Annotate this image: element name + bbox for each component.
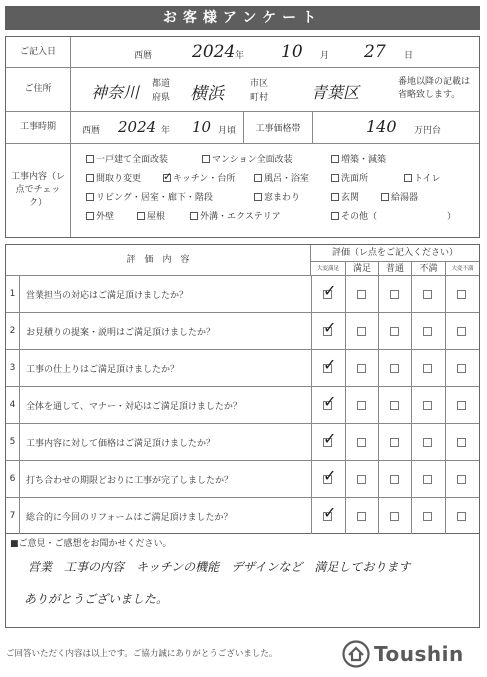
rating-checkbox[interactable] [423, 327, 432, 336]
content-option[interactable] [331, 171, 368, 184]
content-option[interactable] [331, 152, 386, 165]
footer-thanks: ご回答いただく内容は以上です。ご協力誠にありがとうございました。 [6, 649, 278, 659]
question-row [6, 460, 479, 497]
content-option[interactable] [331, 190, 359, 203]
rating-cell[interactable] [311, 350, 344, 386]
ward-value[interactable]: 青葉区 [311, 83, 360, 102]
rating-cell[interactable] [378, 387, 411, 423]
rating-checkbox[interactable] [457, 364, 466, 373]
pref-unit-2: 府県 [152, 93, 171, 103]
rating-checkbox[interactable] [423, 512, 432, 521]
question-number: 1 [6, 276, 20, 312]
period-year-unit: 年 [161, 126, 171, 136]
rating-checkbox[interactable] [390, 327, 399, 336]
city-value[interactable]: 横浜 [190, 84, 224, 104]
content-option-label: マンション全面改装 [212, 155, 293, 165]
rating-cell[interactable] [378, 313, 411, 349]
price-unit: 万円台 [414, 126, 442, 136]
date-era: 西暦 [134, 51, 153, 61]
content-option[interactable] [404, 171, 441, 184]
rating-checkbox[interactable] [390, 290, 399, 299]
logo-text: Toushin [374, 642, 464, 666]
rating-checkbox[interactable] [457, 438, 466, 447]
eval-header-items: 評 価 内 容 [6, 245, 311, 275]
date-day-value[interactable]: 27 [364, 42, 386, 62]
rating-checkbox[interactable] [357, 364, 366, 373]
question-row [6, 349, 479, 386]
content-option-label: リビング・居室・廊下・階段 [96, 193, 213, 203]
rating-checkbox[interactable] [457, 401, 466, 410]
checkbox[interactable] [381, 193, 389, 201]
content-option-label: その他（ [341, 212, 378, 222]
question-text: お見積りの提案・説明はご満足頂けましたか？ [26, 327, 216, 338]
rating-cell[interactable] [311, 498, 344, 534]
content-option[interactable] [202, 152, 293, 165]
question-text: 工事内容に対して価格はご満足頂けましたか？ [26, 438, 216, 449]
period-label: 工事時期 [6, 112, 71, 143]
rating-checkbox[interactable] [390, 401, 399, 410]
question-row [6, 275, 479, 312]
checkmark-icon: ✓ [323, 318, 337, 337]
address-note: 番地以降の記載は省略致します。 [398, 77, 471, 100]
col-normal: 普通 [378, 261, 411, 275]
rating-cell[interactable] [345, 387, 378, 423]
rating-checkbox[interactable] [457, 327, 466, 336]
rating-cell[interactable] [411, 276, 444, 312]
content-option-label: 外壁 [96, 212, 115, 222]
rating-cell[interactable] [445, 276, 478, 312]
rating-checkbox[interactable] [423, 290, 432, 299]
checkbox[interactable] [137, 212, 145, 220]
date-row [6, 37, 479, 68]
content-option[interactable] [381, 190, 418, 203]
question-text: 全体を通して、マナー・対応はご満足頂けましたか？ [26, 401, 242, 412]
house-logo-icon [342, 640, 370, 668]
content-option[interactable] [86, 190, 213, 203]
comment-line-1[interactable]: 営業 工事の内容 キッチンの機能 デザインなど 満足しております [28, 560, 411, 574]
rating-checkbox[interactable] [423, 475, 432, 484]
col-very-dissatisfied: 大変不満 [445, 261, 479, 275]
rating-checkbox[interactable] [357, 512, 366, 521]
city-unit-2: 町村 [250, 93, 269, 103]
rating-cell[interactable] [411, 424, 444, 460]
rating-cell[interactable] [411, 387, 444, 423]
other-close: ） [447, 212, 457, 222]
content-option[interactable] [190, 209, 281, 222]
question-number: 5 [6, 424, 20, 460]
pref-unit-1: 都道 [152, 79, 171, 89]
col-satisfied: 満足 [345, 261, 378, 275]
question-text: 打ち合わせの期限どおりに工事が完了しましたか？ [26, 475, 234, 486]
checkmark-icon: ✓ [323, 503, 337, 522]
rating-cell[interactable] [345, 350, 378, 386]
company-logo [342, 640, 464, 668]
price-label: 工事価格帯 [243, 112, 313, 143]
question-number: 6 [6, 461, 20, 497]
rating-checkbox[interactable] [423, 438, 432, 447]
question-number: 7 [6, 498, 20, 534]
rating-checkbox[interactable] [390, 512, 399, 521]
checkbox[interactable] [254, 174, 262, 182]
checkbox[interactable] [86, 193, 94, 201]
date-day-unit: 日 [404, 51, 414, 61]
content-option-label: キッチン・台所 [173, 174, 236, 184]
question-row [6, 423, 479, 460]
rating-cell[interactable] [378, 424, 411, 460]
content-option-label: 間取り変更 [96, 174, 142, 184]
rating-cell[interactable] [345, 424, 378, 460]
content-option[interactable] [86, 209, 114, 222]
content-option[interactable] [331, 209, 456, 222]
rating-cell[interactable] [311, 313, 344, 349]
rating-cell[interactable] [411, 350, 444, 386]
checkmark-icon: ✓ [323, 281, 337, 300]
content-option[interactable] [163, 171, 235, 184]
period-month-unit: 月頃 [218, 126, 237, 136]
checkmark-icon: ✓ [163, 170, 173, 183]
rating-cell[interactable] [378, 498, 411, 534]
content-option[interactable] [86, 171, 141, 184]
rating-cell[interactable] [345, 313, 378, 349]
rating-checkbox[interactable] [357, 401, 366, 410]
content-option[interactable] [254, 190, 300, 203]
rating-cell[interactable] [445, 461, 478, 497]
period-year-value[interactable]: 2024 [118, 118, 157, 136]
rating-checkbox[interactable] [457, 512, 466, 521]
content-option[interactable] [137, 209, 165, 222]
period-row [6, 112, 479, 144]
rating-checkbox[interactable] [357, 438, 366, 447]
comments-title: ■ご意見・ご感想をお聞かせください。 [10, 539, 172, 549]
question-row [6, 386, 479, 423]
checkmark-icon: ✓ [323, 429, 337, 448]
rating-checkbox[interactable] [423, 364, 432, 373]
content-label: 工事内容（レ点でチェック） [6, 144, 71, 237]
rating-cell[interactable] [345, 498, 378, 534]
col-very-satisfied: 大変満足 [311, 261, 345, 275]
prefecture-value[interactable]: 神奈川 [91, 83, 140, 102]
checkbox[interactable] [163, 170, 173, 183]
checkbox[interactable] [202, 155, 210, 163]
content-option-label: 屋根 [147, 212, 166, 222]
checkbox[interactable] [86, 212, 94, 220]
checkmark-icon: ✓ [323, 392, 337, 411]
checkmark-icon: ✓ [323, 466, 337, 485]
survey-title: お客様アンケート [5, 6, 480, 30]
date-month-unit: 月 [320, 51, 330, 61]
rating-cell[interactable] [378, 350, 411, 386]
content-option-label: 玄関 [341, 193, 360, 203]
period-month-value[interactable]: 10 [192, 118, 212, 136]
rating-cell[interactable] [345, 276, 378, 312]
content-option-label: 窓まわり [264, 193, 301, 203]
question-number: 4 [6, 387, 20, 423]
rating-checkbox[interactable] [423, 401, 432, 410]
evaluation-table [5, 244, 480, 534]
question-text: 総合的に今回のリフォームはご満足頂けましたか？ [26, 512, 233, 523]
checkbox[interactable] [86, 174, 94, 182]
content-option-label: 増築・減築 [341, 155, 387, 165]
rating-cell[interactable] [311, 461, 344, 497]
question-row [6, 312, 479, 349]
rating-checkbox[interactable] [390, 438, 399, 447]
rating-cell[interactable] [311, 424, 344, 460]
content-option-label: 風呂・浴室 [264, 174, 310, 184]
rating-cell[interactable] [445, 313, 478, 349]
date-label: ご記入日 [6, 37, 71, 67]
date-year-unit: 年 [235, 51, 245, 61]
checkbox[interactable] [331, 174, 339, 182]
checkbox[interactable] [190, 212, 198, 220]
content-option-label: 一戸建て全面改装 [96, 155, 169, 165]
period-era: 西暦 [82, 126, 101, 136]
city-unit-1: 市区 [250, 79, 269, 89]
eval-header-rating: 評価（レ点をご記入ください） [331, 248, 458, 258]
question-number: 2 [6, 313, 20, 349]
rating-cell[interactable] [445, 498, 478, 534]
price-value[interactable]: 140 [366, 117, 397, 136]
rating-cell[interactable] [378, 461, 411, 497]
info-section [5, 36, 480, 238]
date-month-value[interactable]: 10 [281, 42, 303, 62]
content-row [6, 144, 479, 237]
rating-checkbox[interactable] [457, 475, 466, 484]
checkbox[interactable] [331, 155, 339, 163]
rating-cell[interactable] [378, 276, 411, 312]
content-option-label: 洗面所 [341, 174, 369, 184]
rating-cell[interactable] [311, 276, 344, 312]
rating-cell[interactable] [411, 313, 444, 349]
rating-checkbox[interactable] [357, 290, 366, 299]
question-row [6, 497, 479, 534]
date-year-value[interactable]: 2024 [192, 42, 236, 62]
checkbox[interactable] [404, 174, 412, 182]
rating-cell[interactable] [445, 424, 478, 460]
content-option[interactable] [86, 152, 168, 165]
question-text: 営業担当の対応はご満足頂けましたか？ [26, 290, 189, 301]
comment-line-2[interactable]: ありがとうございました。 [24, 592, 169, 606]
address-label: ご住所 [6, 68, 71, 111]
checkbox[interactable] [254, 193, 262, 201]
rating-checkbox[interactable] [390, 364, 399, 373]
rating-checkbox[interactable] [457, 290, 466, 299]
rating-checkbox[interactable] [357, 475, 366, 484]
rating-cell[interactable] [445, 387, 478, 423]
rating-cell[interactable] [411, 461, 444, 497]
rating-cell[interactable] [311, 387, 344, 423]
content-option-label: 給湯器 [391, 193, 419, 203]
question-number: 3 [6, 350, 20, 386]
checkbox[interactable] [331, 212, 339, 220]
checkbox[interactable] [331, 193, 339, 201]
rating-checkbox[interactable] [357, 327, 366, 336]
col-dissatisfied: 不満 [411, 261, 445, 275]
rating-cell[interactable] [411, 498, 444, 534]
address-row [6, 68, 479, 112]
content-option[interactable] [254, 171, 309, 184]
checkbox[interactable] [86, 155, 94, 163]
checkmark-icon: ✓ [323, 355, 337, 374]
rating-checkbox[interactable] [390, 475, 399, 484]
content-option-label: 外溝・エクステリア [200, 212, 281, 222]
rating-cell[interactable] [445, 350, 478, 386]
comments-section [5, 534, 480, 628]
question-text: 工事の仕上りはご満足頂けましたか？ [26, 364, 180, 375]
content-option-label: トイレ [414, 174, 441, 184]
rating-cell[interactable] [345, 461, 378, 497]
